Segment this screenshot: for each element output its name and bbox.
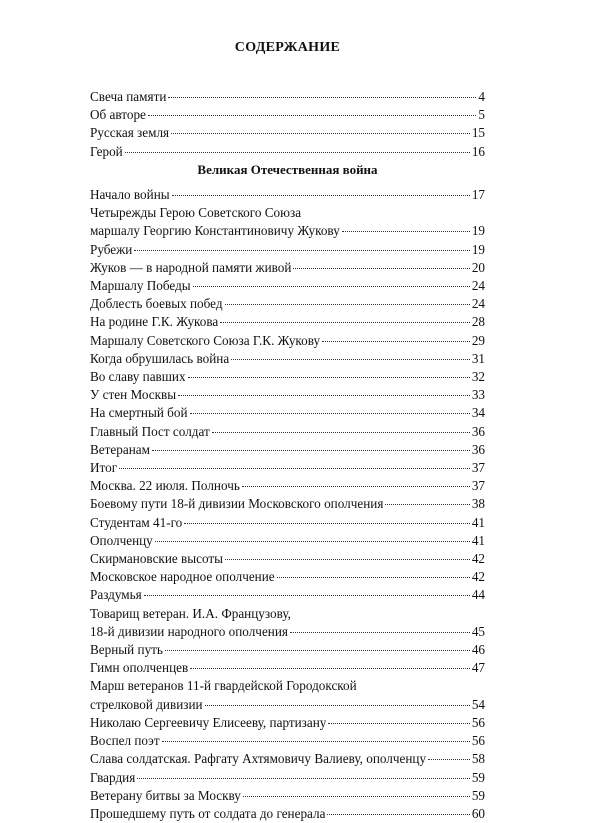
toc-entry-title-line: Четырежды Герою Советского Союза [90, 205, 302, 221]
toc-main-list [90, 186, 485, 823]
toc-page-number: 60 [471, 805, 485, 821]
toc-entry [90, 787, 485, 805]
dot-leader [155, 541, 470, 542]
dot-leader [225, 559, 470, 560]
toc-page-number: 45 [471, 623, 485, 639]
dot-leader [220, 322, 470, 323]
toc-entry [90, 277, 485, 295]
toc-page-number: 42 [471, 569, 485, 585]
toc-entry-title: Маршалу Советского Союза Г.К. Жукову [90, 332, 321, 348]
toc-entry [90, 605, 485, 641]
dot-leader [152, 450, 470, 451]
toc-entry-title: Об авторе [90, 107, 146, 123]
toc-entry [90, 368, 485, 386]
dot-leader [168, 97, 476, 98]
toc-entry [90, 732, 485, 750]
dot-leader [184, 523, 470, 524]
toc-entry [90, 750, 485, 768]
toc-entry [90, 143, 485, 161]
toc-page-number: 58 [471, 751, 485, 767]
toc-entry [90, 459, 485, 477]
dot-leader [242, 486, 470, 487]
dot-leader [385, 504, 469, 505]
toc-entry-title: Раздумья [90, 587, 142, 603]
toc-entry-title: стрелковой дивизии [90, 696, 203, 712]
toc-page-number: 29 [471, 332, 485, 348]
toc-entry-line [90, 332, 485, 350]
toc-entry [90, 332, 485, 350]
section-heading: Великая Отечественная война [197, 162, 378, 177]
toc-entry [90, 769, 485, 787]
toc-entry-title: Ветеранам [90, 441, 150, 457]
toc-entry-line [90, 186, 485, 204]
dot-leader [328, 723, 469, 724]
page-title: СОДЕРЖАНИЕ [234, 40, 341, 55]
toc-entry [90, 532, 485, 550]
toc-entry [90, 313, 485, 331]
toc-entry-title: Скирмановские высоты [90, 551, 224, 567]
toc-entry-title: Слава солдатская. Рафгату Ахтямовичу Валиеву, ополченцу [90, 751, 427, 767]
toc-entry-line [90, 259, 485, 277]
toc-entry-line [90, 787, 485, 805]
toc-page-number: 56 [471, 733, 485, 749]
toc-page-number: 56 [471, 714, 485, 730]
toc-entry [90, 568, 485, 586]
toc-page-number: 46 [471, 642, 485, 658]
toc-page-number: 20 [471, 259, 485, 275]
toc-entry-line [90, 277, 485, 295]
toc-page-number: 42 [471, 551, 485, 567]
toc-entry-title: Жуков — в народной памяти живой [90, 259, 292, 275]
toc-entry-title: Ветерану битвы за Москву [90, 787, 241, 803]
dot-leader [134, 250, 470, 251]
toc-entry-title: Гимн ополченцев [90, 660, 189, 676]
toc-entry [90, 714, 485, 732]
dot-leader [125, 152, 470, 153]
toc-page-number: 19 [471, 241, 485, 257]
dot-leader [243, 796, 470, 797]
toc-entry-title: маршалу Георгию Константиновичу Жукову [90, 223, 340, 239]
dot-leader [327, 814, 469, 815]
toc-entry-title: На смертный бой [90, 405, 188, 421]
toc-entry-line [90, 459, 485, 477]
toc-entry-line [90, 441, 485, 459]
toc-entry-line [90, 313, 485, 331]
toc-entry [90, 677, 485, 713]
toc-entry-title: Маршалу Победы [90, 278, 191, 294]
toc-page-number: 33 [471, 387, 485, 403]
toc-entry-line [90, 641, 485, 659]
dot-leader [290, 632, 470, 633]
toc-page-number: 32 [471, 369, 485, 385]
toc-entry-title: Студентам 41-го [90, 514, 183, 530]
dot-leader [165, 650, 470, 651]
dot-leader [162, 741, 470, 742]
toc-entry-title: Итог [90, 460, 118, 476]
toc-entry-line [90, 295, 485, 313]
toc-page-number: 28 [471, 314, 485, 330]
toc-entry-title: Прошедшему путь от солдата до генерала [90, 805, 326, 821]
dot-leader [212, 432, 470, 433]
toc-page-number: 37 [471, 478, 485, 494]
toc-page-number: 37 [471, 460, 485, 476]
dot-leader [322, 341, 470, 342]
dot-leader [231, 359, 470, 360]
toc-entry-line [90, 568, 485, 586]
toc-entry-line [90, 241, 485, 259]
dot-leader [342, 231, 470, 232]
toc-entry [90, 124, 485, 142]
toc-entry-title: Во славу павших [90, 369, 186, 385]
toc-entry-title: Доблесть боевых побед [90, 296, 223, 312]
toc-page-number: 54 [471, 696, 485, 712]
toc-entry-line [90, 696, 485, 714]
toc-entry [90, 295, 485, 313]
toc-entry-line [90, 769, 485, 787]
toc-entry-line [90, 805, 485, 823]
toc-entry [90, 386, 485, 404]
dot-leader [172, 195, 470, 196]
toc-page-number: 5 [478, 107, 485, 123]
dot-leader [225, 304, 470, 305]
dot-leader [205, 705, 470, 706]
toc-entry-title-line: Марш ветеранов 11-й гвардейской Городокской [90, 678, 357, 694]
toc-entry-line [90, 532, 485, 550]
toc-entry [90, 423, 485, 441]
toc-page-number: 38 [471, 496, 485, 512]
dot-leader [188, 377, 470, 378]
toc-entry-line [90, 368, 485, 386]
toc-page-number: 24 [471, 278, 485, 294]
toc-page-number: 15 [471, 125, 485, 141]
toc-entry-title: Московское народное ополчение [90, 569, 275, 585]
toc-page-number: 41 [471, 514, 485, 530]
toc-entry-title: Москва. 22 июля. Полночь [90, 478, 240, 494]
toc-page-number: 59 [471, 787, 485, 803]
toc-page-number: 17 [471, 187, 485, 202]
toc-entry [90, 404, 485, 422]
toc-page-number: 36 [471, 423, 485, 439]
dot-leader [277, 577, 470, 578]
toc-entry-title: Когда обрушилась война [90, 350, 230, 366]
toc-entry-line [90, 386, 485, 404]
toc-entry-line [90, 143, 485, 161]
toc-entry [90, 659, 485, 677]
toc-page-number: 36 [471, 441, 485, 457]
toc-intro-list [90, 88, 485, 161]
toc-entry-line [90, 623, 485, 641]
toc-entry [90, 259, 485, 277]
dot-leader [190, 668, 470, 669]
toc-entry-line [90, 404, 485, 422]
toc-entry-line [90, 350, 485, 368]
dot-leader [193, 286, 470, 287]
dot-leader [190, 413, 470, 414]
toc-entry-title: У стен Москвы [90, 387, 177, 403]
toc-entry-line [90, 514, 485, 532]
toc-page-number: 34 [471, 405, 485, 421]
toc-entry-title: Верный путь [90, 642, 163, 658]
toc-entry [90, 586, 485, 604]
toc-entry [90, 241, 485, 259]
toc-entry-title: 18-й дивизии народного ополчения [90, 623, 288, 639]
toc-entry-line [90, 659, 485, 677]
toc-page-number: 19 [471, 223, 485, 239]
toc-entry-title: Николаю Сергеевичу Елисееву, партизану [90, 714, 327, 730]
toc-entry-line [90, 222, 485, 240]
toc-entry [90, 514, 485, 532]
toc-page-number: 16 [471, 143, 485, 159]
toc-entry [90, 186, 485, 204]
toc-entry-line [90, 732, 485, 750]
toc-entry-title: Герой [90, 143, 123, 159]
toc-entry-line [90, 750, 485, 768]
toc-entry [90, 477, 485, 495]
toc-page-number: 44 [471, 587, 485, 603]
dot-leader [148, 115, 476, 116]
toc-entry-title: На родине Г.К. Жукова [90, 314, 219, 330]
toc-entry [90, 106, 485, 124]
toc-entry-line [90, 586, 485, 604]
toc-entry-title: Ополченцу [90, 532, 153, 548]
toc-entry-title: Начало войны [90, 187, 170, 202]
dot-leader [171, 133, 470, 134]
toc-entry-line [90, 423, 485, 441]
toc-entry-line [90, 106, 485, 124]
toc-entry [90, 88, 485, 106]
toc-entry-title: Боевому пути 18-й дивизии Московского ополчения [90, 496, 384, 512]
toc-page-number: 59 [471, 769, 485, 785]
toc-entry-line [90, 88, 485, 106]
toc-page-number: 31 [471, 350, 485, 366]
toc-entry-line [90, 495, 485, 513]
dot-leader [428, 759, 470, 760]
toc-entry [90, 550, 485, 568]
toc-entry-title: Главный Пост солдат [90, 423, 210, 439]
dot-leader [144, 595, 470, 596]
dot-leader [119, 468, 470, 469]
toc-entry-line [90, 714, 485, 732]
toc-entry-title: Воспел поэт [90, 733, 160, 749]
toc-entry-title-line: Товарищ ветеран. И.А. Французову, [90, 605, 291, 621]
dot-leader [137, 778, 470, 779]
toc-entry-title: Гвардия [90, 769, 136, 785]
toc-entry [90, 495, 485, 513]
toc-page-number: 47 [471, 660, 485, 676]
toc-entry [90, 204, 485, 240]
toc-entry-title: Русская земля [90, 125, 170, 141]
toc-entry-line [90, 124, 485, 142]
dot-leader [293, 268, 469, 269]
toc-page-number: 24 [471, 296, 485, 312]
toc-entry-title: Свеча памяти [90, 89, 167, 104]
toc-page-number: 41 [471, 532, 485, 548]
toc-page-number: 4 [478, 89, 485, 104]
toc-entry-line [90, 477, 485, 495]
dot-leader [178, 395, 470, 396]
toc-entry [90, 805, 485, 823]
toc-entry-title: Рубежи [90, 241, 133, 257]
toc-entry [90, 441, 485, 459]
toc-entry [90, 350, 485, 368]
toc-entry-line [90, 550, 485, 568]
toc-entry [90, 641, 485, 659]
